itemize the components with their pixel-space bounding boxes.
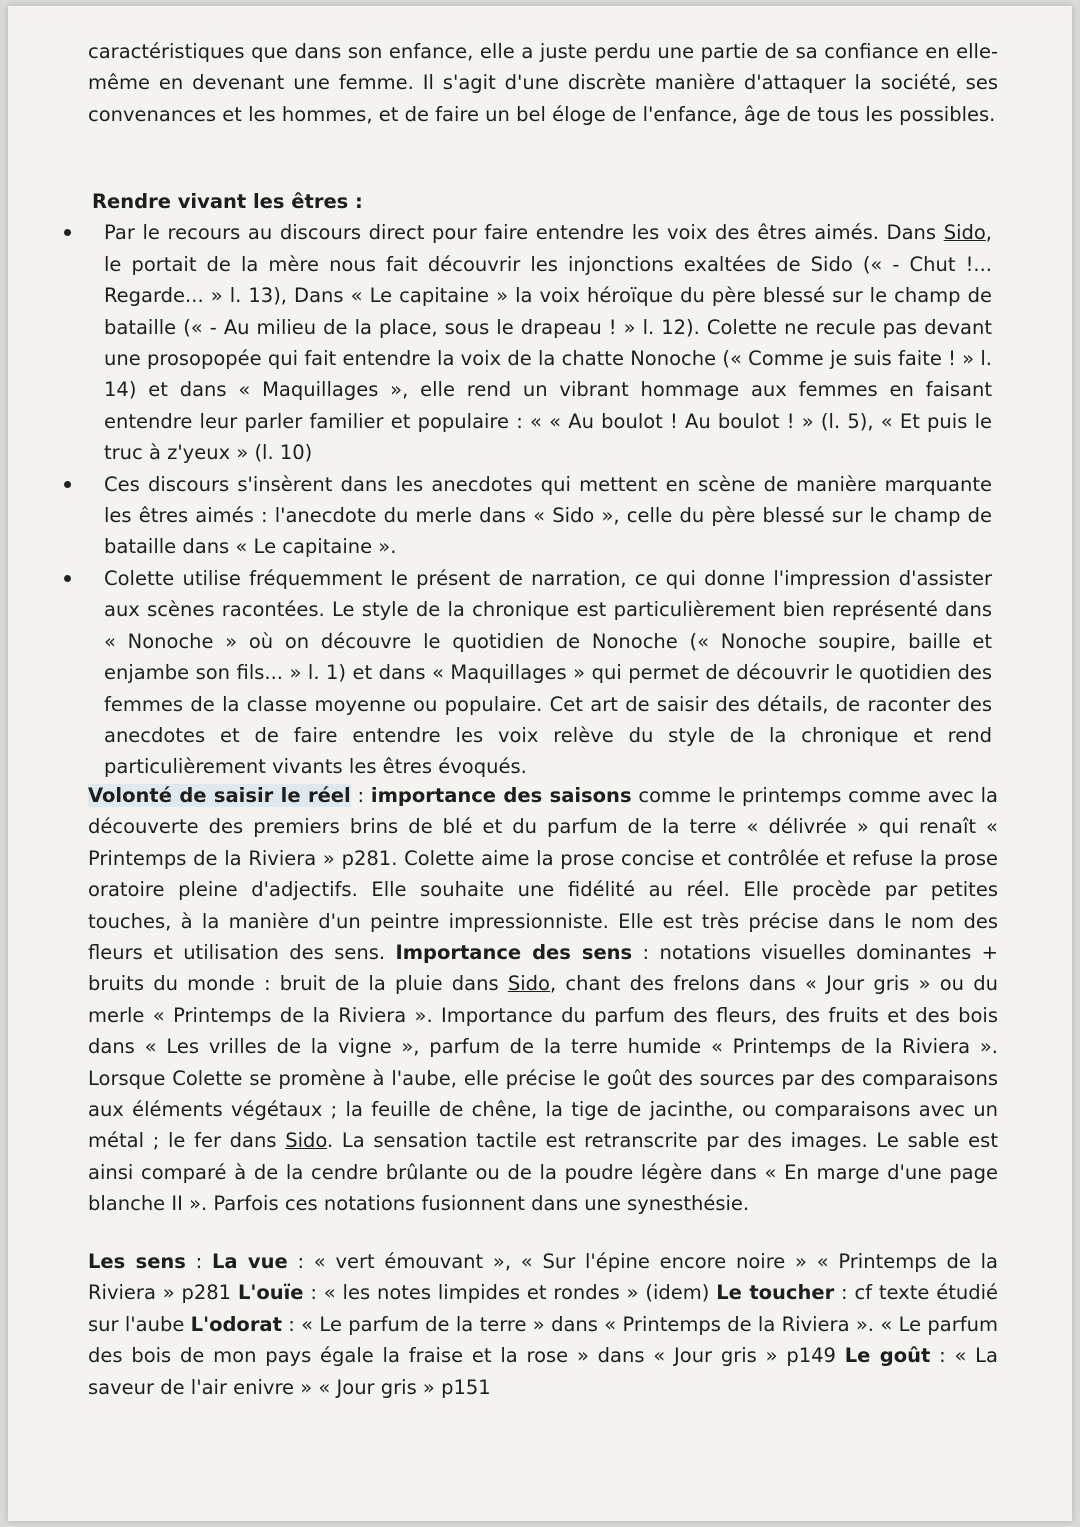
- bullet-text: , le portait de la mère nous fait découvrir les injonctions exaltées de Sido (« - Chut !... Regarde... » l. 13), Dans « Le capitaine » la voix héroïque du père blessé sur le champ de bataille (« - Au milieu de la place, sous le drapeau ! » l. 12). Colette ne recule pas devant une prosopopée qui fait entendre la voix de la chatte Nonoche (« Comme je suis faite ! » l. 14) et dans « Maquillages », elle rend un vibrant hommage aux femmes en faisant entendre leur parler familier et populaire : « « Au boulot ! Au boulot ! » (l. 5), « Et puis le truc à z'yeux » (l. 10): [104, 221, 992, 465]
- bullet-dot-icon: [64, 481, 71, 488]
- sense-gout-text: : « La saveur de l'air enivre » « Jour gris » p151: [88, 1344, 998, 1399]
- paragraph-text: , chant des frelons dans « Jour gris » ou du merle « Printemps de la Riviera ». Importance du parfum des fleurs, des fruits et des bois dans « Les vrilles de la vigne », parfum de la terre humide « Printemps de la Riviera ». Lorsque Colette se promène à l'aube, elle précise le goût des sources par des comparaisons aux éléments végétaux ; la feuille de chêne, la tige de jacinthe, ou comparaisons avec un métal ; le fer dans: [88, 972, 998, 1153]
- colon-text: :: [350, 784, 371, 807]
- sense-odorat-label: L'odorat: [190, 1312, 282, 1336]
- book-title-sido: Sido: [507, 972, 550, 996]
- paragraph-text: . La sensation tactile est retranscrite par des images. Le sable est ainsi comparé à de la cendre brûlante ou de la poudre légère dans « En marge d'une page blanche II ». Parfois ces notations fusionnent dans une synesthésie.: [88, 1129, 998, 1216]
- section-saisir-le-reel: [88, 780, 998, 1220]
- section-title-saisir-le-reel: Volonté de saisir le réel: [88, 784, 351, 807]
- paragraph-text: : notations visuelles dominantes + bruits du monde : bruit de la pluie dans: [88, 941, 998, 996]
- bullet-list: [92, 217, 992, 782]
- book-title-sido: Sido: [943, 221, 986, 245]
- bullet-dot-icon: [64, 575, 71, 582]
- sense-ouie-text: : « les notes limpides et rondes » (idem): [303, 1281, 717, 1305]
- sense-odorat-text: : « Le parfum de la terre » dans « Printemps de la Riviera ». « Le parfum des bois de mon pays égale la fraise et la rose » dans « Jour gris » p149: [88, 1312, 998, 1368]
- bullet-item-anecdotes: [92, 469, 992, 563]
- sense-ouie-label: L'ouïe: [237, 1281, 304, 1305]
- bullet-item-discours-direct: [92, 217, 992, 468]
- bullet-text: Colette utilise fréquemment le présent de narration, ce qui donne l'impression d'assister aux scènes racontées. Le style de la chronique est particulièrement bien représenté dans « Nonoche » où on découvre le quotidien de Nonoche (« Nonoche soupire, baille et enjambe son fils... » l. 1) et dans « Maquillages » qui permet de découvrir le quotidien des femmes de la classe moyenne ou populaire. Cet art de saisir des détails, de raconter des anecdotes et de faire entendre les voix relève du style de la chronique et rend particulièrement vivants les êtres évoqués.: [104, 566, 992, 779]
- section-rendre-vivant: [92, 186, 992, 783]
- sense-vue-label: La vue: [211, 1250, 288, 1273]
- sense-toucher-text: : cf texte étudié sur l'aube: [88, 1281, 998, 1336]
- senses-summary: Les sens : La vue : « vert émouvant », « Sur l'épine encore noire » « Printemps de la Riviera » p281 L'ouïe : « les notes limpides et rondes » (idem) Le toucher : cf texte étudié sur l'aube L'odorat : « Le parfum de la terre » dans « Printemps de la Riviera ». « Le parfum des bois de mon pays égale la fraise et la rose » dans « Jour gris » p149 Le goût : « La saveur de l'air enivre » « Jour gris » p151: [88, 1250, 998, 1399]
- sense-toucher-label: Le toucher: [716, 1281, 835, 1305]
- sense-gout-label: Le goût: [844, 1344, 931, 1368]
- lead-importance-saisons: importance des saisons: [370, 784, 632, 807]
- intro-paragraph: caractéristiques que dans son enfance, elle a juste perdu une partie de sa confiance en elle-même en devenant une femme. Il s'agit d'une discrète manière d'attaquer la société, ses convenances et les hommes, et de faire un bel éloge de l'enfance, âge de tous les possibles.: [88, 40, 998, 126]
- bullet-text: Ces discours s'insèrent dans les anecdotes qui mettent en scène de manière marquante les êtres aimés : l'anecdote du merle dans « Sido », celle du père blessé sur le champ de bataille dans « Le capitaine ».: [104, 472, 992, 559]
- senses-label: Les sens: [88, 1250, 186, 1273]
- sense-vue-text: : « vert émouvant », « Sur l'épine encore noire » « Printemps de la Riviera » p281: [88, 1250, 998, 1305]
- bullet-text: Par le recours au discours direct pour faire entendre les voix des êtres aimés. Dans: [104, 221, 944, 245]
- paragraph-text: comme le printemps comme avec la découverte des premiers brins de blé et du parfum de la terre « délivrée » qui renaît « Printemps de la Riviera » p281. Colette aime la prose concise et contrôlée et refuse la prose oratoire pleine d'adjectifs. Elle souhaite une fidélité au réel. Elle procède par petites touches, à la manière d'un peintre impressionniste. Elle est très précise dans le nom des fleurs et utilisation des sens.: [88, 784, 999, 965]
- bullet-item-present-narration: [92, 563, 992, 783]
- section-title-rendre-vivant: Rendre vivant les êtres :: [92, 190, 363, 213]
- label-importance-sens: Importance des sens: [395, 941, 633, 965]
- book-title-sido: Sido: [285, 1129, 327, 1153]
